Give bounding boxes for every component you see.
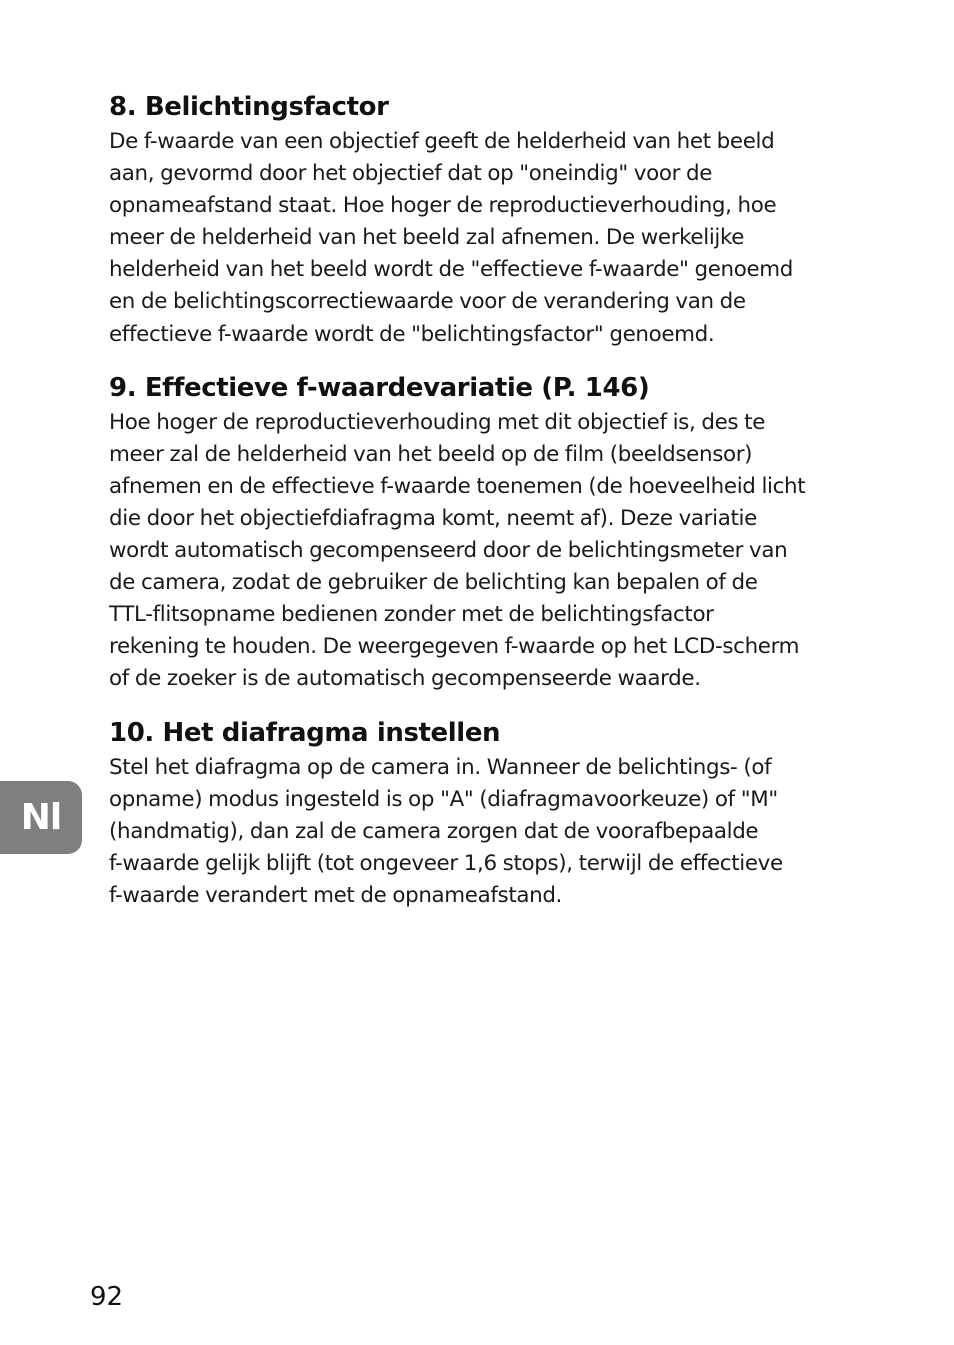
section-body: Hoe hoger de reproductieverhouding met dit objectief is, des te meer zal de helderheid van het beeld op de film (beeldsensor) afnemen en de effectieve f-waarde toenemen (de hoeveelheid licht die door het objectiefdiafragma komt, neemt af). Deze variatie wordt automatisch gecompenseerd door de belichtingsmeter van de camera, zodat de gebruiker de belichting kan bepalen of de TTL-flitsopname bedienen zonder met de belichtingsfactor rekening te houden. De weergegeven f-waarde op het LCD-scherm of de zoeker is de automatisch gecompenseerde waarde. bbox=[109, 409, 806, 692]
page-content bbox=[109, 88, 854, 930]
section-body: De f-waarde van een objectief geeft de helderheid van het beeld aan, gevormd door het objectief dat op "oneindig" voor de opnameafstand staat. Hoe hoger de reproductieverhouding, hoe meer de helderheid van het beeld zal afnemen. De werkelijke helderheid van het beeld wordt de "effectieve f-waarde" genoemd en de belichtingscorrectiewaarde voor de verandering van de effectieve f-waarde wordt de "belichtingsfactor" genoemd. bbox=[109, 129, 793, 347]
section-diafragma-instellen bbox=[109, 714, 854, 912]
section-heading: 10. Het diafragma instellen bbox=[109, 717, 501, 748]
section-belichtingsfactor bbox=[109, 88, 854, 351]
section-body: Stel het diafragma op de camera in. Wanneer de belichtings- (of opname) modus ingesteld is op "A" (diafragmavoorkeuze) of "M" (handmatig), dan zal de camera zorgen dat de voorafbepaalde f-waarde gelijk blijft (tot ongeveer 1,6 stops), terwijl de effectieve f-waarde verandert met de opnameafstand. bbox=[109, 754, 783, 908]
page-number: 92 bbox=[90, 1282, 124, 1312]
section-effectieve-f-waardevariatie bbox=[109, 369, 854, 696]
section-heading: 9. Effectieve f-waardevariatie (P. 146) bbox=[109, 372, 650, 403]
language-tab bbox=[0, 781, 82, 854]
section-heading: 8. Belichtingsfactor bbox=[109, 92, 389, 122]
language-tab-label: Nl bbox=[20, 797, 62, 838]
